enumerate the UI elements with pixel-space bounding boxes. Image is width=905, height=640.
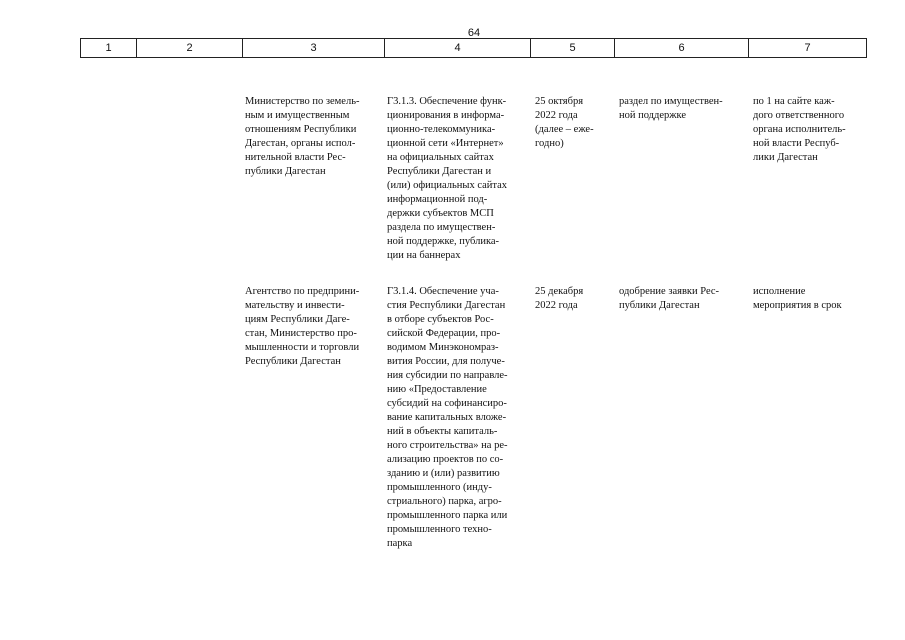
row2-result-cell: одобрение заявки Рес- публики Дагестан xyxy=(619,286,720,311)
row2-measure-cell: Г3.1.4. Обеспечение уча- стия Республики Дагестан в отборе субъектов Рос- сийской Федерации, про- водимом Минэкономраз- вития России, для получе- ния субсидии по направле- нию «Предоставление субсидий на софинансиро- вание капитальных вложе- ний в объекты капиталь- ного строительства» на ре- ализацию проектов по со- зданию и (или) развитию промышленного (инду- стриального) парка, агро- промышленного парка или промышленного техно- парка xyxy=(387,286,508,549)
row1-responsible-cell: Министерство по земель- ным и имущественным отношениям Республики Дагестан, органы испол- нительной власти Рес- публики Дагестан xyxy=(245,96,360,177)
page-number: 64 xyxy=(467,27,481,39)
row2-deadline-cell: 25 декабря 2022 года xyxy=(535,286,584,311)
column-number-5: 5 xyxy=(531,39,615,58)
row1-deadline-cell: 25 октября 2022 года (далее – еже- годно) xyxy=(535,96,594,149)
column-number-7: 7 xyxy=(749,39,867,58)
row2-responsible-cell: Агентство по предприни- мательству и инвести- циям Республики Даге- стан, Министерство про- мышленности и торговли Республики Дагестан xyxy=(245,286,360,367)
row1-result-cell: раздел по имуществен- ной поддержке xyxy=(619,96,723,121)
column-number-6: 6 xyxy=(615,39,749,58)
row1-measure-cell: Г3.1.3. Обеспечение функ- ционирования в информа- ционно-телекоммуника- ционной сети «Интернет» на официальных сайтах Республики Дагестан и (или) официальных сайтах информационной под- держки субъектов МСП раздела по имуществен- ной поддержке, публика- ции на баннерах xyxy=(387,96,508,261)
column-number-3: 3 xyxy=(243,39,385,58)
column-header-row xyxy=(80,38,867,58)
column-number-4: 4 xyxy=(385,39,531,58)
row2-indicator-cell: исполнение мероприятия в срок xyxy=(753,286,842,311)
column-number-1: 1 xyxy=(81,39,137,58)
column-number-2: 2 xyxy=(137,39,243,58)
row1-indicator-cell: по 1 на сайте каж- дого ответственного органа исполнитель- ной власти Респуб- лики Дагестан xyxy=(753,96,846,163)
